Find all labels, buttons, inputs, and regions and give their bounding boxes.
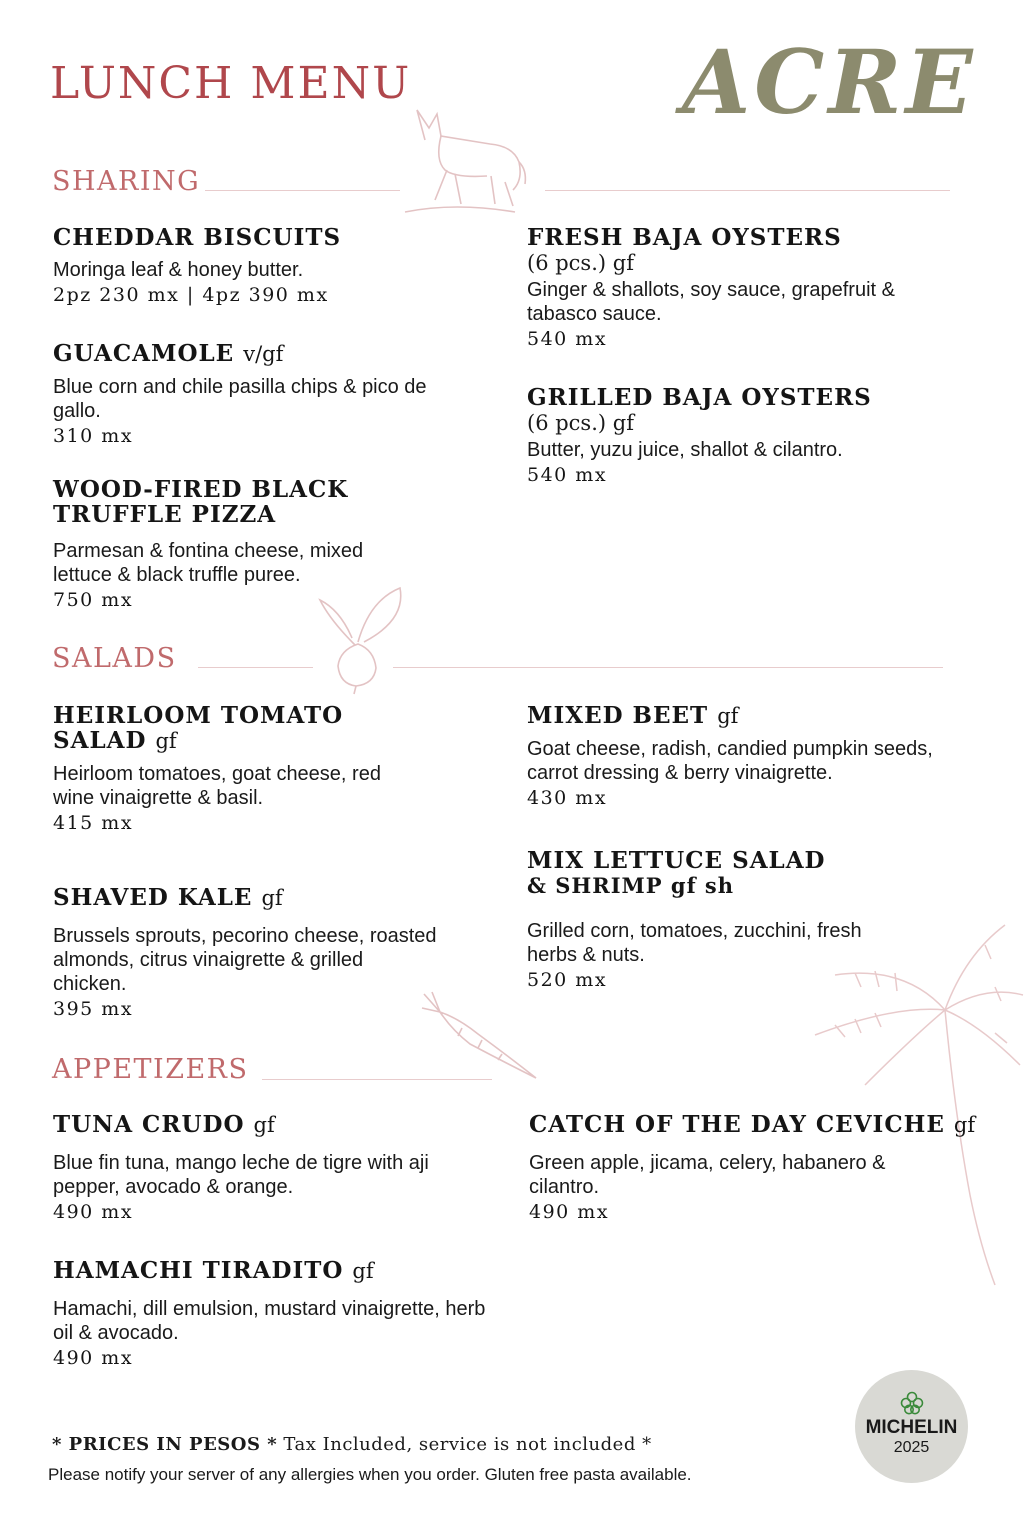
menu-item-mixed-beet xyxy=(527,703,947,810)
allergy-note: Please notify your server of any allergies when you order. Gluten free pasta available. xyxy=(48,1465,692,1484)
item-name: WOOD-FIRED BLACK TRUFFLE PIZZA xyxy=(53,476,349,528)
menu-item-grilled-oysters xyxy=(527,385,967,487)
menu-item-tuna-crudo xyxy=(53,1112,473,1224)
item-description: Green apple, jicama, celery, habanero & cilantro. xyxy=(529,1152,886,1198)
item-price: 430 mx xyxy=(527,787,608,809)
section-title-sharing: SHARING xyxy=(52,166,201,197)
badge-name: MICHELIN xyxy=(865,1417,958,1438)
item-name: GRILLED BAJA OYSTERS xyxy=(527,384,872,411)
item-name: CHEDDAR BISCUITS xyxy=(53,224,342,251)
section-divider xyxy=(198,667,313,668)
badge-year: 2025 xyxy=(893,1439,930,1456)
section-divider xyxy=(545,190,950,191)
item-description: Moringa leaf & honey butter. xyxy=(53,259,304,281)
section-divider xyxy=(205,190,400,191)
item-dietary-tag: v/gf xyxy=(243,342,284,366)
item-price: 520 mx xyxy=(527,969,608,991)
item-price: 540 mx xyxy=(527,464,608,486)
section-title-appetizers: APPETIZERS xyxy=(52,1054,249,1085)
item-portion: (6 pcs.) gf xyxy=(527,411,634,435)
item-price: 750 mx xyxy=(53,589,134,611)
item-price: 2pz 230 mx | 4pz 390 mx xyxy=(53,284,329,306)
menu-item-fresh-oysters xyxy=(527,225,967,351)
michelin-badge xyxy=(855,1370,968,1483)
item-portion: (6 pcs.) gf xyxy=(527,251,634,275)
item-price: 415 mx xyxy=(53,812,134,834)
item-description: Blue corn and chile pasilla chips & pico de gallo. xyxy=(53,376,427,422)
item-name-continued: & SHRIMP gf sh xyxy=(527,873,735,898)
item-description: Grilled corn, tomatoes, zucchini, fresh herbs & nuts. xyxy=(527,920,862,966)
menu-item-guacamole xyxy=(53,341,453,448)
item-description: Blue fin tuna, mango leche de tigre with aji pepper, avocado & orange. xyxy=(53,1152,429,1198)
item-name: GUACAMOLE v/gf xyxy=(53,340,284,367)
item-name: MIXED BEET gf xyxy=(527,702,739,729)
item-price: 490 mx xyxy=(53,1347,134,1369)
menu-item-mix-lettuce-shrimp xyxy=(527,848,887,992)
item-price: 395 mx xyxy=(53,998,134,1020)
item-description: Hamachi, dill emulsion, mustard vinaigrette, herb oil & avocado. xyxy=(53,1298,486,1344)
item-name: SHAVED KALE gf xyxy=(53,884,283,911)
item-description: Parmesan & fontina cheese, mixed lettuce & black truffle puree. xyxy=(53,540,364,586)
item-description: Goat cheese, radish, candied pumpkin seeds, carrot dressing & berry vinaigrette. xyxy=(527,738,933,784)
item-name: FRESH BAJA OYSTERS xyxy=(527,224,842,251)
item-price: 490 mx xyxy=(529,1201,610,1223)
item-description: Brussels sprouts, pecorino cheese, roasted almonds, citrus vinaigrette & grilled chicken. xyxy=(53,925,437,995)
michelin-clover-icon xyxy=(899,1390,925,1416)
menu-item-shaved-kale xyxy=(53,885,438,1021)
donkey-sketch-icon xyxy=(395,100,530,220)
item-price: 310 mx xyxy=(53,425,134,447)
item-description: Ginger & shallots, soy sauce, grapefruit & tabasco sauce. xyxy=(527,279,895,325)
menu-title: LUNCH MENU xyxy=(50,58,412,109)
item-name: HAMACHI TIRADITO gf xyxy=(53,1257,374,1284)
pricing-note xyxy=(52,1434,652,1455)
prices-in-pesos: * PRICES IN PESOS * xyxy=(52,1434,278,1455)
menu-item-heirloom-tomato xyxy=(53,703,383,835)
item-dietary-tag: gf xyxy=(253,1113,275,1137)
item-price: 490 mx xyxy=(53,1201,134,1223)
item-name: MIX LETTUCE SALAD xyxy=(527,847,826,874)
item-dietary-tag: gf xyxy=(155,729,177,753)
menu-item-ceviche xyxy=(529,1112,999,1224)
restaurant-logo: ACRE xyxy=(682,30,977,134)
menu-item-truffle-pizza xyxy=(53,477,418,612)
menu-item-cheddar-biscuits xyxy=(53,225,473,307)
item-description: Butter, yuzu juice, shallot & cilantro. xyxy=(527,439,843,461)
item-dietary-tag: gf xyxy=(352,1259,374,1283)
item-name: CATCH OF THE DAY CEVICHE gf xyxy=(529,1111,976,1138)
item-name: HEIRLOOM TOMATO SALAD gf xyxy=(53,702,344,754)
section-divider xyxy=(262,1079,492,1080)
item-name: TUNA CRUDO gf xyxy=(53,1111,275,1138)
item-description: Heirloom tomatoes, goat cheese, red wine vinaigrette & basil. xyxy=(53,763,381,809)
menu-item-hamachi-tiradito xyxy=(53,1258,503,1370)
item-price: 540 mx xyxy=(527,328,608,350)
tax-note: Tax Included, service is not included * xyxy=(283,1434,652,1455)
section-title-salads: SALADS xyxy=(52,643,177,674)
item-dietary-tag: gf xyxy=(717,704,739,728)
item-dietary-tag: gf xyxy=(953,1113,976,1137)
section-divider xyxy=(393,667,943,668)
item-dietary-tag: gf xyxy=(261,886,283,910)
